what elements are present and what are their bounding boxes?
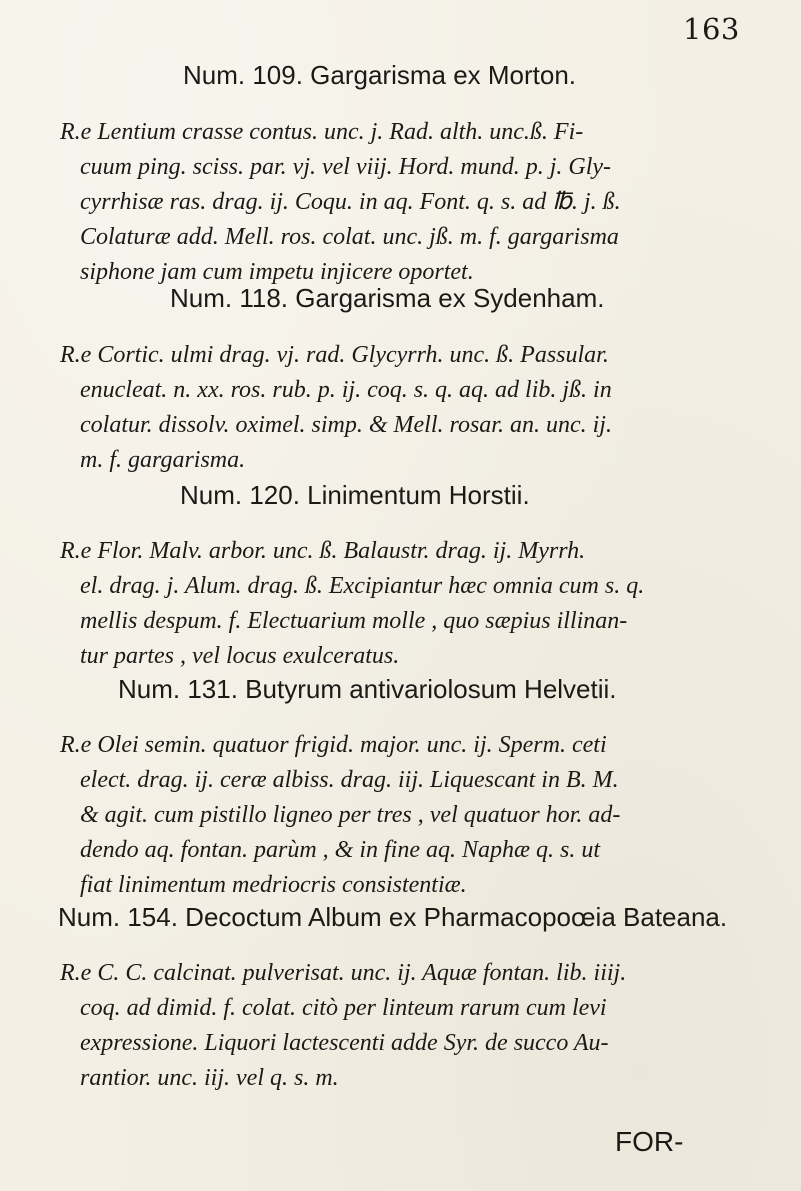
recipe-line: cyrrhisæ ras. drag. ij. Coqu. in aq. Font. q. s. ad ℔. j. ß. [80,189,621,215]
recipe-line: dendo aq. fontan. parùm , & in fine aq. Naphæ q. s. ut [80,837,601,863]
section-heading-num-118: Num. 118. Gargarisma ex Sydenham. [170,283,605,313]
recipe-line: mellis despum. f. Electuarium molle , quo sæpius illinan- [80,608,628,634]
recipe-line: colatur. dissolv. oximel. simp. & Mell. rosar. an. unc. ij. [80,412,612,438]
recipe-num-120 [60,534,780,674]
recipe-num-118 [60,338,780,478]
recipe-line: elect. drag. ij. ceræ albiss. drag. iij. Liquescant in B. M. [80,767,619,793]
page-number: 163 [683,12,740,46]
recipe-line: enucleat. n. xx. ros. rub. p. ij. coq. s. q. aq. ad lib. jß. in [80,377,612,403]
recipe-line: cuum ping. sciss. par. vj. vel viij. Hord. mund. p. j. Gly- [80,154,612,180]
recipe-line: expressione. Liquori lactescenti adde Syr. de succo Au- [80,1030,609,1056]
recipe-line: fiat linimentum medriocris consistentiæ. [80,872,467,898]
section-heading-num-131: Num. 131. Butyrum antivariolosum Helvetii. [118,674,617,704]
recipe-num-154 [60,956,780,1096]
recipe-num-131 [60,728,780,903]
section-heading-num-109: Num. 109. Gargarisma ex Morton. [183,60,577,90]
recipe-line: R.e Lentium crasse contus. unc. j. Rad. alth. unc.ß. Fi- [60,119,584,145]
recipe-line: R.e Cortic. ulmi drag. vj. rad. Glycyrrh. unc. ß. Passular. [60,342,609,368]
recipe-line: rantior. unc. iij. vel q. s. m. [80,1065,339,1091]
recipe-line: m. f. gargarisma. [80,447,246,473]
recipe-line: coq. ad dimid. f. colat. citò per linteum rarum cum levi [80,995,607,1021]
recipe-line: el. drag. j. Alum. drag. ß. Excipiantur hæc omnia cum s. q. [80,573,645,599]
catchword: FOR- [615,1126,684,1157]
recipe-line: & agit. cum pistillo ligneo per tres , vel quatuor hor. ad- [80,802,621,828]
recipe-line: siphone jam cum impetu injicere oportet. [80,259,474,285]
recipe-line: R.e C. C. calcinat. pulverisat. unc. ij. Aquæ fontan. lib. iiij. [60,960,627,986]
section-heading-num-154: Num. 154. Decoctum Album ex Pharmacopoœia Bateana. [58,902,728,932]
recipe-line: tur partes , vel locus exulceratus. [80,643,400,669]
recipe-line: R.e Flor. Malv. arbor. unc. ß. Balaustr. drag. ij. Myrrh. [60,538,586,564]
recipe-num-109 [60,115,780,290]
section-heading-num-120: Num. 120. Linimentum Horstii. [180,480,530,510]
recipe-line: R.e Olei semin. quatuor frigid. major. unc. ij. Sperm. ceti [60,732,607,758]
recipe-line: Colaturæ add. Mell. ros. colat. unc. jß. m. f. gargarisma [80,224,619,250]
